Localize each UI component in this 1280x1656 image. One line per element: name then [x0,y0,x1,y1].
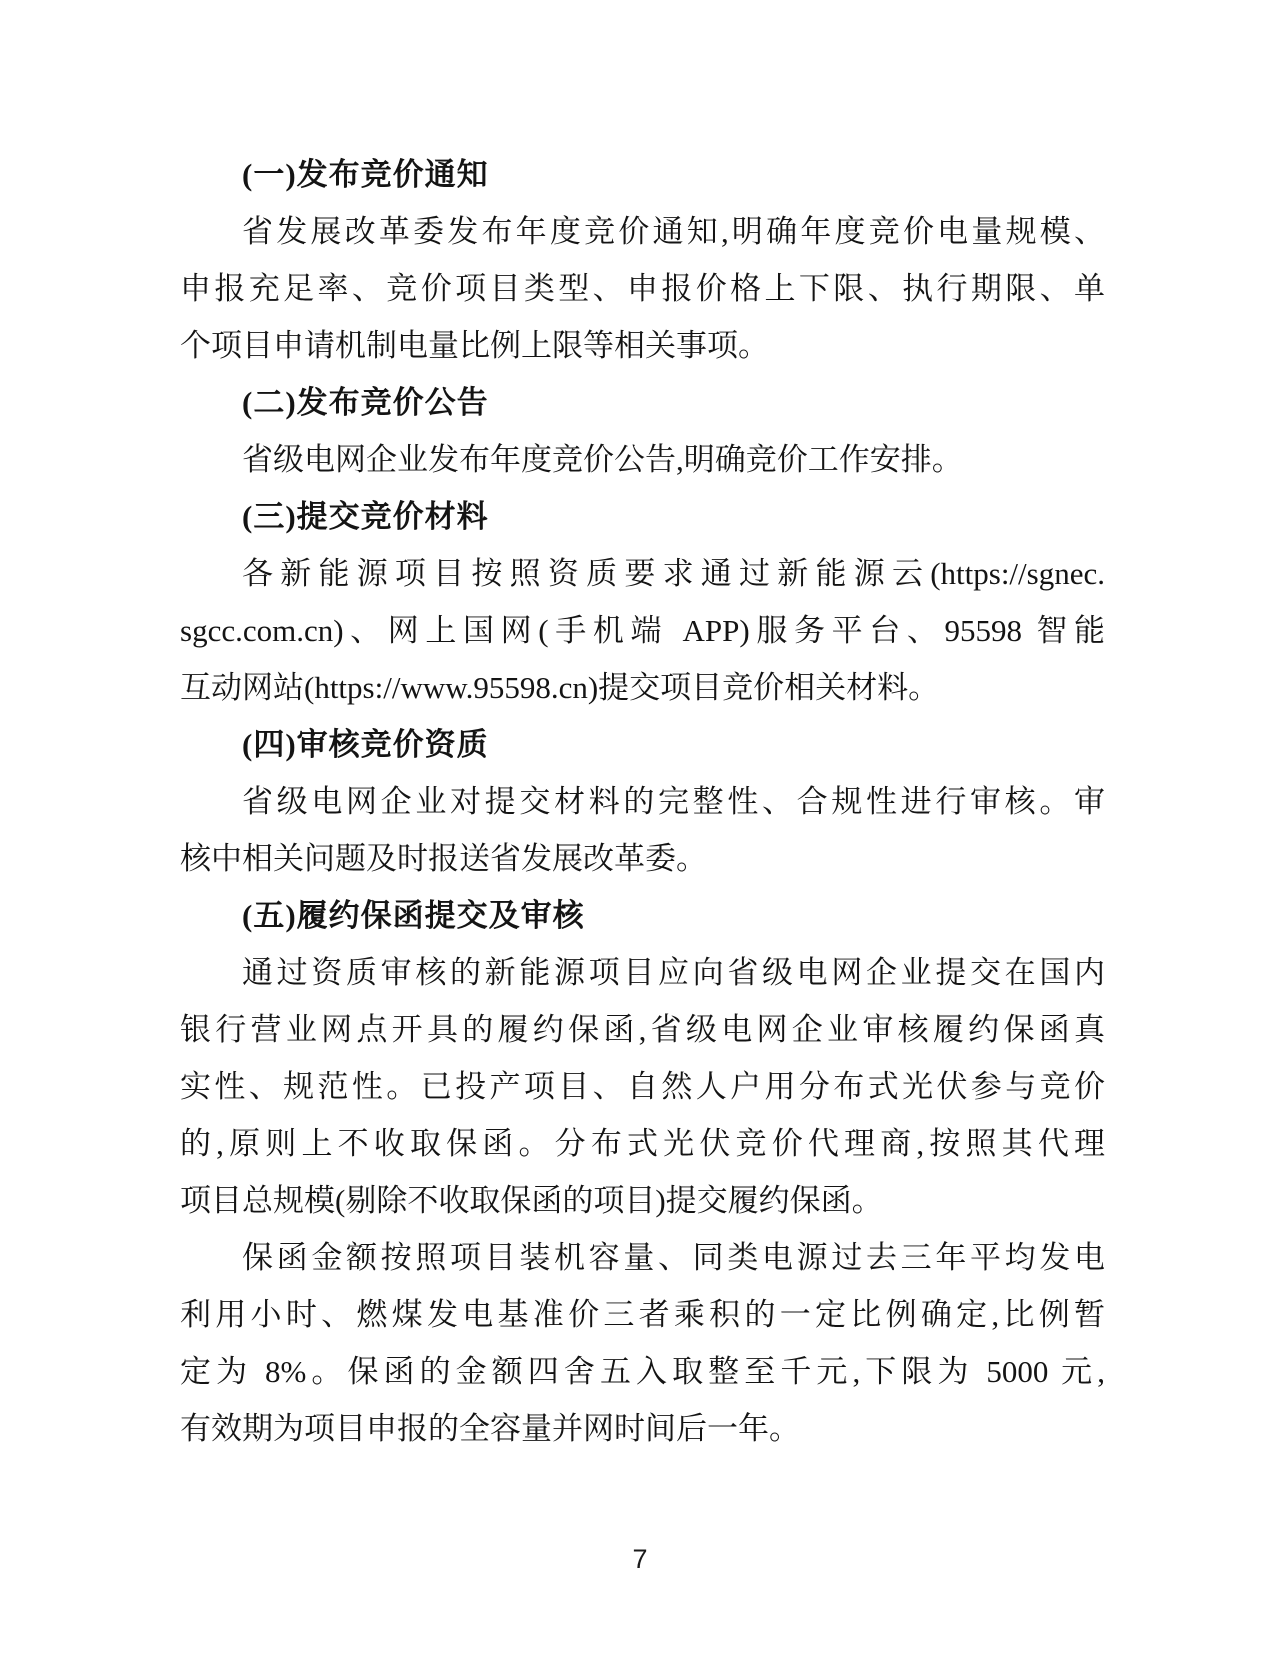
text-line: 核中相关问题及时报送省发展改革委。 [180,841,707,876]
text-line: 利用小时、燃煤发电基准价三者乘积的一定比例确定,比例暂 [180,1297,1105,1332]
text-line: 实性、规范性。已投产项目、自然人户用分布式光伏参与竞价 [180,1069,1105,1104]
text-line: 省发展改革委发布年度竞价通知,明确年度竞价电量规模、 [242,214,1105,249]
text-line: 通过资质审核的新能源项目应向省级电网企业提交在国内 [242,955,1105,990]
section-heading: (一)发布竞价通知 [242,157,489,192]
text-line: 有效期为项目申报的全容量并网时间后一年。 [180,1411,800,1446]
text-line: 申报充足率、竞价项目类型、申报价格上下限、执行期限、单 [180,271,1105,306]
text-line: 项目总规模(剔除不收取保函的项目)提交履约保函。 [180,1183,883,1218]
text-line: 个项目申请机制电量比例上限等相关事项。 [180,328,769,363]
text-line: 互动网站(https://www.95598.cn)提交项目竞价相关材料。 [180,670,940,705]
text-line: 省级电网企业发布年度竞价公告,明确竞价工作安排。 [242,442,963,477]
section-heading: (五)履约保函提交及审核 [242,898,585,933]
text-line: 各新能源项目按照资质要求通过新能源云(https://sgnec. [242,556,1105,591]
section-heading: (三)提交竞价材料 [242,499,489,534]
text-line: sgcc.com.cn)、网上国网(手机端 APP)服务平台、95598 智能 [180,613,1105,648]
text-line: 保函金额按照项目装机容量、同类电源过去三年平均发电 [242,1240,1105,1275]
text-line: 银行营业网点开具的履约保函,省级电网企业审核履约保函真 [180,1012,1105,1047]
document-content [180,146,1105,1457]
text-line: 定为 8%。保函的金额四舍五入取整至千元,下限为 5000 元, [180,1354,1105,1389]
section-heading: (二)发布竞价公告 [242,385,489,420]
text-line: 的,原则上不收取保函。分布式光伏竞价代理商,按照其代理 [180,1126,1105,1161]
section-heading: (四)审核竞价资质 [242,727,489,762]
text-line: 省级电网企业对提交材料的完整性、合规性进行审核。审 [242,784,1105,819]
page-number: 7 [632,1544,648,1574]
